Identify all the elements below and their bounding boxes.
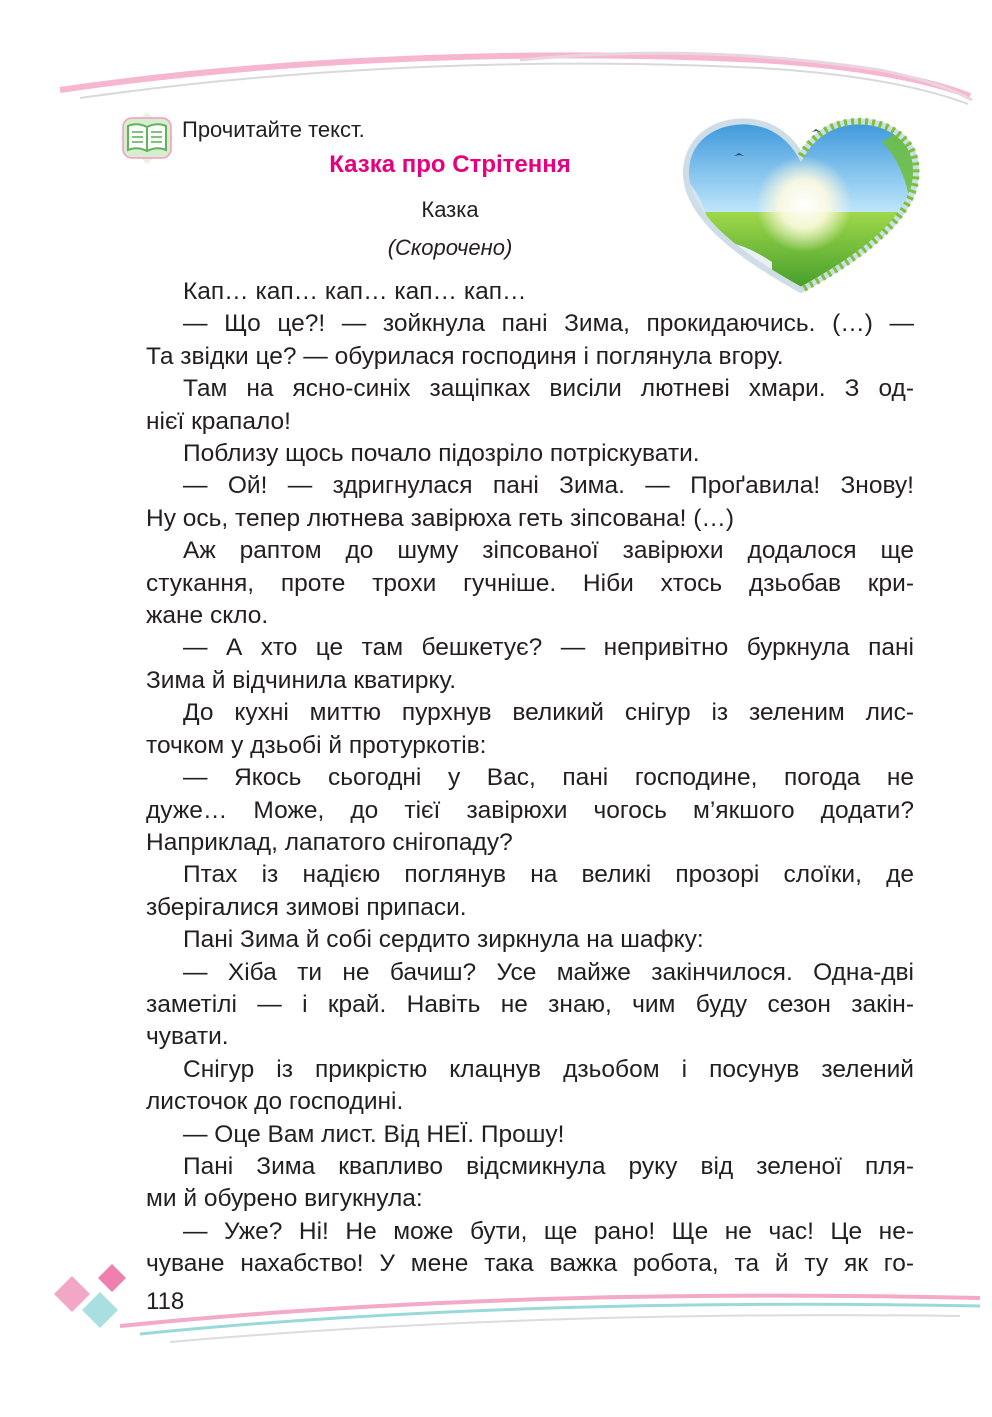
story-line: листочок до господині. bbox=[146, 1088, 404, 1116]
story-line: — Що це?! — зойкнула пані Зима, прокидаючись. (…) — bbox=[183, 310, 914, 338]
story-line: стукання, проте трохи гучніше. Ніби хтось дзьобав кри- bbox=[146, 569, 914, 597]
story-line: — Уже? Ні! Не може бути, ще рано! Ще не час! Це не- bbox=[183, 1217, 914, 1245]
abridged-note: (Скорочено) bbox=[387, 235, 513, 260]
story-line: Пані Зима й собі сердито зиркнула на шафку: bbox=[183, 926, 704, 954]
open-book-icon bbox=[120, 112, 174, 164]
story-line: — Хіба ти не бачиш? Усе майже закінчилося. Одна-дві bbox=[183, 958, 914, 986]
story-line: дуже… Може, до тієї завірюхи чогось м’якшого додати? bbox=[146, 796, 914, 824]
story-line: — Оце Вам лист. Від НЕЇ. Прошу! bbox=[183, 1120, 565, 1148]
story-line: зберігалися зимові припаси. bbox=[146, 893, 467, 921]
story-line: Поблизу щось почало підозріло потріскувати. bbox=[183, 440, 700, 468]
story-line: Снігур із прикрістю клацнув дзьобом і посунув зелений bbox=[183, 1055, 914, 1083]
corner-diamonds-decoration bbox=[40, 1262, 140, 1342]
story-line: — Ой! — здригнулася пані Зима. — Проґавила! Знову! bbox=[183, 472, 914, 500]
story-line: Зима й відчинила кватирку. bbox=[146, 666, 457, 694]
story-line: Там на ясно-синіх защіпках висіли лютневі хмари. З од- bbox=[183, 375, 914, 403]
story-line: — А хто це там бешкетує? — непривітно буркнула пані bbox=[183, 634, 914, 662]
story-line: — Якось сьогодні у Вас, пані господине, погода не bbox=[183, 764, 914, 792]
top-decorative-swoosh bbox=[0, 0, 992, 130]
story-line: Кап… кап… кап… кап… кап… bbox=[183, 278, 527, 305]
reading-instruction: Прочитайте текст. bbox=[182, 117, 365, 142]
story-line: До кухні миттю пурхнув великий снігур із зеленим лис- bbox=[183, 699, 914, 727]
story-line: Та звідки це? — обурилася господиня і поглянула вгору. bbox=[146, 342, 784, 370]
story-text bbox=[146, 276, 914, 1281]
heart-landscape-illustration bbox=[672, 112, 930, 294]
story-line: Наприклад, лапатого снігопаду? bbox=[146, 828, 513, 856]
story-line: точком у дзьобі й протуркотів: bbox=[146, 731, 487, 759]
story-line: Аж раптом до шуму зіпсованої завірюхи додалося ще bbox=[183, 537, 914, 565]
story-line: ми й обурено вигукнула: bbox=[146, 1185, 423, 1213]
page-number: 118 bbox=[146, 1288, 185, 1315]
story-line: Ну ось, тепер лютнева завірюха геть зіпсована! (…) bbox=[146, 504, 735, 532]
story-line: заметілі — і край. Навіть не знаю, чим буду сезон закін- bbox=[146, 990, 914, 1018]
story-line: нієї крапало! bbox=[146, 407, 291, 435]
story-line: Пані Зима квапливо відсмикнула руку від зеленої пля- bbox=[183, 1152, 914, 1180]
story-genre: Казка bbox=[421, 197, 479, 222]
story-title: Казка про Стрітення bbox=[329, 151, 571, 178]
story-line: чувати. bbox=[146, 1023, 229, 1051]
bottom-decorative-swoosh bbox=[0, 1260, 992, 1380]
story-line: чуване нахабство! У мене така важка робота, та й ту як го- bbox=[146, 1250, 914, 1278]
story-line: Птах із надією поглянув на великі прозорі слоїки, де bbox=[183, 861, 914, 889]
story-line: жане скло. bbox=[146, 602, 269, 630]
